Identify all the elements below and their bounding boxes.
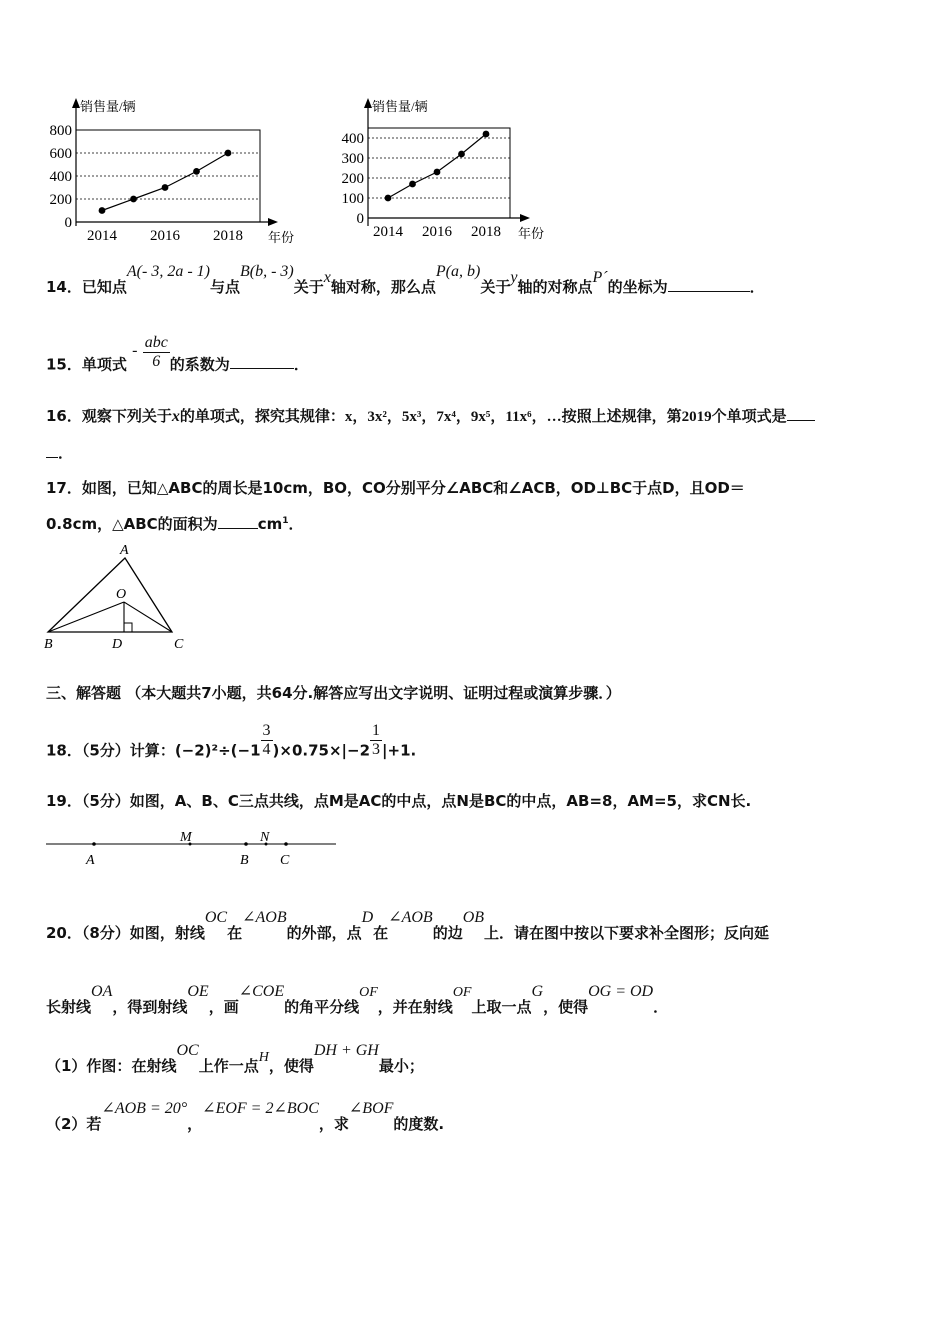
q20-2-text4: 的度数. (393, 1115, 445, 1133)
q15-fraction (143, 334, 170, 372)
q15-answer-blank[interactable] (230, 356, 294, 369)
chart2-ytick: 0 (356, 211, 364, 227)
chart1-ytick: 200 (49, 192, 72, 208)
point-c (284, 842, 288, 846)
question-18 (46, 722, 417, 770)
q20-oa: OA (91, 983, 113, 1000)
q20-text5: 的边 (432, 924, 463, 942)
segment-co (124, 602, 172, 632)
q15-frac-den: 6 (152, 353, 161, 371)
q16-text: 观察下列关于 (81, 407, 172, 425)
label-c: C (280, 853, 290, 868)
sales-chart-1 (40, 96, 310, 246)
q18-fraction-1 (261, 722, 273, 760)
chart2-point (458, 151, 465, 158)
q15-text: 单项式 (81, 355, 127, 374)
chart1-y-arrow (72, 98, 80, 108)
q16-answer-blank[interactable] (787, 408, 815, 421)
chart1-point (99, 207, 106, 214)
chart1-point (162, 184, 169, 191)
q14-text: 已知点 (81, 278, 127, 296)
question-16 (46, 405, 815, 426)
q18-f1-num: 3 (261, 722, 273, 741)
q20-2-text2: ， (187, 1115, 203, 1133)
q20-1-text3: ，使得 (268, 1057, 314, 1075)
q20-text8: ，得到射线 (112, 998, 188, 1016)
chart1-x-arrow (268, 218, 278, 226)
q18-f2-den: 3 (372, 741, 381, 759)
q20-text1: （8分）如图，射线 (81, 924, 205, 942)
q20-1-dh-gh: DH + GH (313, 1042, 379, 1059)
label-m: M (180, 830, 192, 845)
sales-chart-2 (330, 96, 560, 246)
q14-text3: 关于 (293, 278, 324, 296)
chart2-series-line (388, 134, 486, 198)
point-a (92, 842, 96, 846)
segment-bo (48, 602, 124, 632)
chart2-xtick: 2014 (373, 224, 403, 240)
chart2-ytick: 100 (341, 191, 364, 207)
chart1-point (130, 196, 137, 203)
question-19: 19．（5分）如图，A、B、C三点共线，点M是AC的中点，点N是BC的中点，AB=8，AM=5，求CN长. (46, 792, 752, 810)
chart2-point (409, 181, 416, 188)
q20-2-bof: ∠BOF (348, 1100, 394, 1117)
q20-ob: OB (462, 909, 485, 926)
q20-of-2: OF (452, 985, 472, 1000)
q16-text4: 个单项式是 (711, 407, 787, 425)
q14-text5: 关于 (480, 278, 511, 296)
q14-point-p: P(a, b) (435, 263, 481, 280)
q18-text3: |+1. (382, 741, 417, 760)
chart2-ytick: 200 (341, 171, 364, 187)
tri-label-b: B (44, 637, 53, 652)
question-20-part2 (46, 1100, 445, 1134)
q20-oc: OC (204, 909, 228, 926)
label-b: B (240, 853, 249, 868)
q14-point-b: B(b, - 3) (240, 263, 294, 280)
right-angle-mark (124, 623, 132, 632)
q20-1-oc: OC (176, 1042, 199, 1059)
q17-number: 17． (46, 479, 82, 497)
q15-number: 15． (46, 355, 82, 374)
chart2-point (483, 131, 490, 138)
question-20-part1 (46, 1042, 424, 1076)
section-3-heading: 三、解答题 （本大题共7小题，共64分.解答应写出文字说明、证明过程或演算步骤．） (46, 684, 621, 702)
chart2-point (434, 169, 441, 176)
q18-fraction-2 (370, 722, 382, 760)
q15-text2: 的系数为 (169, 355, 230, 374)
q16-x: x (171, 408, 180, 425)
question-17 (46, 477, 745, 498)
chart1-point (225, 150, 232, 157)
q15-end: ． (293, 355, 309, 374)
question-14 (46, 263, 765, 297)
q20-text11: ，并在射线 (377, 998, 453, 1016)
q14-y: y (510, 269, 518, 286)
q15-frac-num: abc (143, 334, 170, 353)
q20-2-text1: （2）若 (46, 1115, 102, 1133)
chart2-xlabel: 年份 (518, 226, 545, 241)
label-a: A (86, 853, 95, 868)
point-b (244, 842, 248, 846)
q20-d: D (361, 909, 374, 926)
q16-end: ． (58, 444, 74, 462)
q17-unit: cm (257, 515, 283, 533)
chart2-ylabel: 销售量/辆 (372, 99, 428, 114)
q14-text4: 轴对称，那么点 (330, 278, 436, 296)
collinear-points-figure (40, 826, 350, 871)
q17-line1: 如图，已知△ABC的周长是10cm，BO，CO分别平分∠ABC和∠ACB，OD⊥BC于点D，且OD＝ (81, 479, 745, 497)
q14-x: x (323, 269, 331, 286)
chart2-y-arrow (364, 98, 372, 108)
q20-text10: 的角平分线 (284, 998, 360, 1016)
q18-text: （5分）计算：(−2)²÷(−1 (81, 741, 261, 760)
chart2-xtick: 2018 (471, 224, 501, 240)
q20-text6: 上．请在图中按以下要求补全图形；反向延 (484, 924, 770, 942)
q18-number: 18． (46, 741, 82, 760)
q14-text2: 与点 (209, 278, 240, 296)
q16-n: 2019 (681, 409, 712, 425)
q16-text3: 按照上述规律，第 (561, 407, 682, 425)
question-20 (46, 909, 770, 943)
q20-1-text1: （1）作图：在射线 (46, 1057, 177, 1075)
question-15 (46, 334, 309, 384)
q20-number: 20． (46, 924, 82, 942)
q20-text9: ，画 (208, 998, 239, 1016)
q20-1-text2: 上作一点 (198, 1057, 259, 1075)
chart2-point (385, 195, 392, 202)
q14-point-a: A(- 3, 2a - 1) (126, 263, 210, 280)
chart2-xtick: 2016 (422, 224, 452, 240)
tri-label-o: O (116, 587, 127, 602)
q20-text13: ，使得 (543, 998, 589, 1016)
question-17-line2 (46, 513, 304, 534)
chart2-x-arrow (520, 214, 530, 222)
q17-sup: 1 (282, 516, 289, 526)
q20-text12: 上取一点 (471, 998, 532, 1016)
q16-sequence: x，3x²，5x³，7x⁴，9x⁵，11x⁶，… (344, 409, 562, 425)
chart1-ytick: 600 (49, 146, 72, 162)
q17-line2: 0.8cm，△ABC的面积为 (46, 515, 218, 533)
q20-coe: ∠COE (238, 983, 285, 1000)
q14-number: 14． (46, 278, 82, 296)
chart1-xlabel: 年份 (268, 230, 295, 245)
q16-number: 16． (46, 407, 82, 425)
q18-f2-num: 1 (370, 722, 382, 741)
q20-end: ． (653, 998, 669, 1016)
q18-text2: )×0.75×|−2 (272, 741, 371, 760)
q14-text7: 的坐标为 (607, 278, 668, 296)
q18-f1-den: 4 (262, 741, 271, 759)
q20-oe: OE (187, 983, 209, 1000)
q20-aob-2: ∠AOB (388, 909, 433, 926)
chart1-ytick: 800 (49, 123, 72, 139)
q16-answer-blank-2[interactable] (46, 445, 58, 458)
label-n: N (260, 830, 270, 845)
q20-text4: 在 (373, 924, 389, 942)
q20-aob: ∠AOB (242, 909, 287, 926)
tri-label-a: A (120, 543, 129, 558)
q14-answer-blank[interactable] (668, 279, 750, 292)
chart1-ytick: 0 (64, 215, 72, 231)
q17-end: ． (288, 515, 304, 533)
question-16-cont (46, 442, 73, 463)
q20-2-eof-boc: ∠EOF = 2∠BOC (202, 1100, 319, 1117)
chart1-point (193, 168, 200, 175)
chart1-ylabel: 销售量/辆 (80, 99, 136, 114)
chart1-series-line (102, 153, 228, 211)
q20-og-od: OG = OD (588, 983, 654, 1000)
chart2-ytick: 400 (341, 131, 364, 147)
tri-label-c: C (174, 637, 184, 652)
q20-2-text3: ，求 (318, 1115, 349, 1133)
q20-1-h: H (258, 1050, 269, 1065)
chart2-ytick: 300 (341, 151, 364, 167)
q14-end: ． (749, 278, 765, 296)
q20-text7: 长射线 (46, 998, 92, 1016)
chart1-xtick: 2018 (213, 228, 243, 244)
tri-label-d: D (112, 637, 123, 652)
q17-answer-blank[interactable] (218, 516, 258, 529)
triangle-figure (40, 540, 200, 655)
question-20-line2 (46, 983, 669, 1017)
q15-minus: - (132, 342, 138, 360)
chart1-xtick: 2014 (87, 228, 117, 244)
q20-of: OF (359, 985, 378, 1000)
chart1-ytick: 400 (49, 169, 72, 185)
chart1-xtick: 2016 (150, 228, 180, 244)
q14-text6: 轴的对称点 (517, 278, 593, 296)
q20-text2: 在 (227, 924, 243, 942)
q20-g: G (531, 983, 544, 1000)
q16-text2: 的单项式，探究其规律： (179, 407, 345, 425)
q14-point-p-prime: P´ (592, 269, 608, 286)
q20-text3: 的外部，点 (286, 924, 362, 942)
q20-2-aob-20: ∠AOB = 20° (101, 1100, 188, 1117)
q20-1-text4: 最小； (378, 1057, 424, 1075)
